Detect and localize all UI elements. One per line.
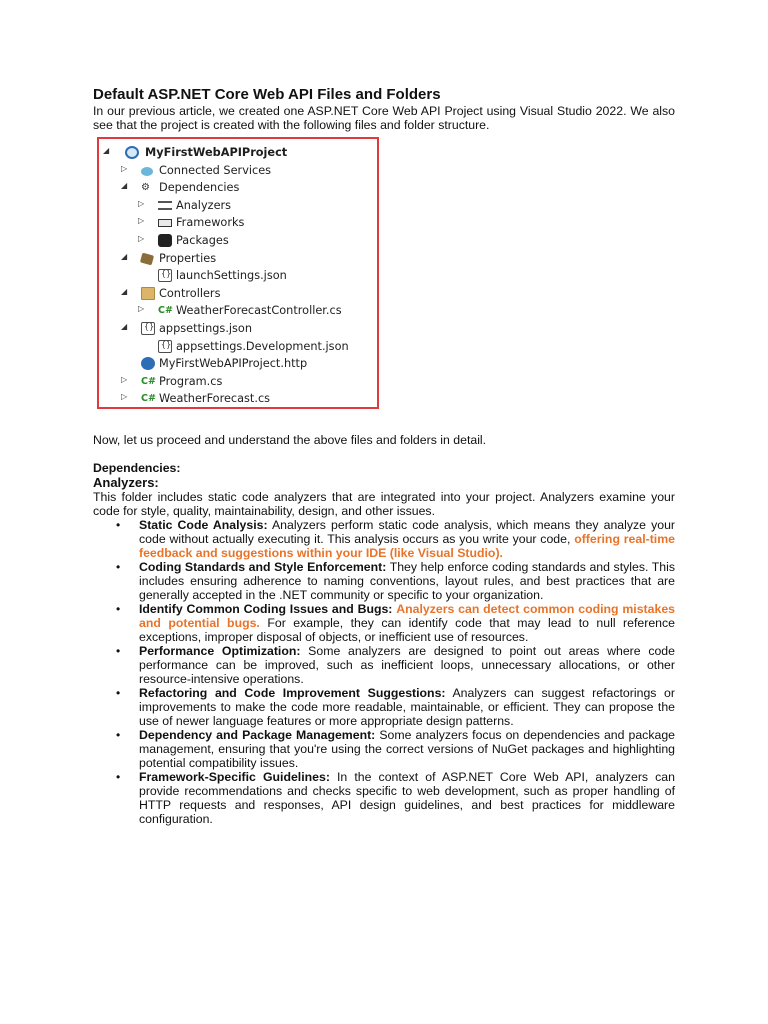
bullet-icon: • (116, 644, 121, 658)
tree-item[interactable] (121, 163, 371, 180)
tree-item[interactable] (138, 303, 371, 320)
dependencies-heading: Dependencies: (93, 461, 181, 475)
list-item (93, 686, 675, 728)
project-icon (125, 146, 139, 159)
transition-paragraph: Now, let us proceed and understand the above files and folders in detail. (93, 433, 487, 447)
tree-item[interactable] (121, 321, 371, 338)
list-item-text: Analyzers can suggest refactorings or improvements to make the code more readable, maintainable, or efficient. They can propose the use of newer language features or more appropriate design patterns. (139, 686, 675, 728)
list-item-term: Static Code Analysis: (139, 518, 268, 532)
list-item-term: Performance Optimization: (139, 644, 301, 658)
collapsed-arrow-icon[interactable]: ▷ (121, 163, 128, 173)
solution-explorer-screenshot (97, 137, 379, 409)
tree-item[interactable] (121, 180, 371, 197)
list-item-term: Coding Standards and Style Enforcement: (139, 560, 387, 574)
collapsed-arrow-icon[interactable]: ▷ (138, 304, 145, 314)
http-file-icon (141, 357, 155, 370)
tree-item[interactable] (138, 233, 371, 250)
tree-item[interactable] (121, 356, 371, 373)
tree-item-label: Dependencies (159, 181, 240, 195)
json-file-icon (141, 322, 155, 335)
list-item-highlight: Analyzers can detect common coding mistakes and potential bugs. (139, 602, 675, 630)
list-item (93, 728, 675, 770)
connected-services-icon (141, 167, 153, 176)
list-item-term: Refactoring and Code Improvement Suggestions: (139, 686, 446, 700)
tree-item[interactable] (138, 268, 371, 285)
tree-item-label: Frameworks (176, 216, 245, 230)
collapsed-arrow-icon[interactable]: ▷ (121, 392, 128, 402)
list-item (93, 770, 675, 826)
expanded-arrow-icon[interactable]: ◢ (121, 322, 128, 331)
list-item-text: They help enforce coding standards and styles. This includes ensuring adherence to naming conventions, layout rules, and best practices that are generally accepted in the .NET community or specific to your organization. (139, 560, 675, 602)
tree-item-label: WeatherForecast.cs (159, 392, 271, 406)
intro-paragraph: In our previous article, we created one ASP.NET Core Web API Project using Visual Studio 2022. We also see that the project is created with the following files and folder structure. (93, 104, 675, 132)
expanded-arrow-icon[interactable]: ◢ (121, 251, 128, 261)
tree-item-label: appsettings.json (159, 322, 253, 335)
list-item-text: Some analyzers focus on dependencies and package management, ensuring that you're using the correct versions of NuGet packages and highlighting potential compatibility issues. (139, 728, 675, 770)
list-item-text: Analyzers perform static code analysis, which means they analyze your code without actually executing it. This analysis occurs as you write your code, (139, 518, 675, 546)
analyzers-icon (158, 201, 172, 210)
list-item (93, 602, 675, 644)
list-item (93, 644, 675, 686)
tree-item[interactable] (121, 391, 371, 408)
expanded-arrow-icon[interactable]: ◢ (103, 146, 110, 155)
tree-item[interactable] (138, 339, 371, 356)
frameworks-icon (158, 219, 172, 227)
tree-item-label: Program.cs (159, 374, 223, 388)
csharp-file-icon: C# (158, 305, 173, 317)
list-item (93, 518, 675, 560)
folder-icon (141, 287, 155, 300)
tree-item[interactable] (121, 251, 371, 268)
tree-item-label: WeatherForecastController.cs (176, 304, 342, 318)
packages-icon (158, 234, 172, 247)
list-item-term: Dependency and Package Management: (139, 728, 376, 742)
expanded-arrow-icon[interactable]: ◢ (121, 181, 128, 191)
tree-item[interactable] (121, 286, 371, 303)
list-item-term: Framework-Specific Guidelines: (139, 770, 330, 784)
json-file-icon (158, 340, 172, 353)
tree-item[interactable] (138, 198, 371, 215)
bullet-icon: • (116, 686, 121, 700)
csharp-file-icon: C# (141, 393, 156, 405)
tree-item-label: Properties (159, 251, 217, 265)
tree-item-label: Analyzers (176, 198, 232, 212)
analyzers-heading: Analyzers: (93, 475, 159, 490)
tree-item[interactable] (121, 374, 371, 391)
collapsed-arrow-icon[interactable]: ▷ (138, 216, 145, 226)
collapsed-arrow-icon[interactable]: ▷ (138, 198, 145, 208)
analyzer-features-list (93, 518, 675, 826)
expanded-arrow-icon[interactable]: ◢ (121, 286, 128, 296)
list-item-term: Identify Common Coding Issues and Bugs: (139, 602, 393, 616)
dependencies-icon: ⚙ (141, 182, 150, 194)
bullet-icon: • (116, 560, 121, 574)
csharp-file-icon: C# (141, 375, 156, 387)
document-page (93, 86, 675, 826)
list-item-text: Some analyzers are designed to point out areas where code performance can be improved, such as inefficient loops, unnecessary allocations, or other resource-intensive operations. (139, 644, 675, 686)
tree-item-label: Connected Services (159, 163, 272, 177)
bullet-icon: • (116, 770, 121, 784)
list-item-highlight: offering real-time feedback and suggestions within your IDE (like Visual Studio). (139, 532, 675, 560)
bullet-icon: • (116, 728, 121, 742)
json-file-icon (158, 269, 172, 282)
list-item-tail: For example, they can identify code that may lead to null reference exceptions, improper disposal of objects, or inefficient use of resources. (139, 616, 675, 644)
tree-item-label: launchSettings.json (176, 269, 287, 283)
tree-item-label: MyFirstWebAPIProject (145, 146, 288, 159)
collapsed-arrow-icon[interactable]: ▷ (121, 374, 128, 384)
collapsed-arrow-icon[interactable]: ▷ (138, 234, 145, 243)
bullet-icon: • (116, 602, 121, 616)
tree-item[interactable] (103, 145, 353, 162)
tree-item-label: appsettings.Development.json (176, 339, 349, 353)
bullet-icon: • (116, 518, 121, 532)
tree-item[interactable] (138, 215, 371, 232)
tree-item-label: MyFirstWebAPIProject.http (159, 357, 308, 371)
properties-icon (140, 252, 154, 265)
tree-item-label: Controllers (159, 286, 221, 300)
page-title: Default ASP.NET Core Web API Files and Folders (93, 86, 441, 103)
list-item-text: In the context of ASP.NET Core Web API, analyzers can provide recommendations and checks specific to web development, such as proper handling of HTTP requests and responses, API design guidelines, and best practices for middleware configuration. (139, 770, 675, 826)
analyzers-intro-paragraph: This folder includes static code analyzers that are integrated into your project. Analyzers examine your code for style, quality, maintainability, design, and other issues. (93, 490, 675, 518)
tree-item-label: Packages (176, 234, 229, 247)
list-item (93, 560, 675, 602)
